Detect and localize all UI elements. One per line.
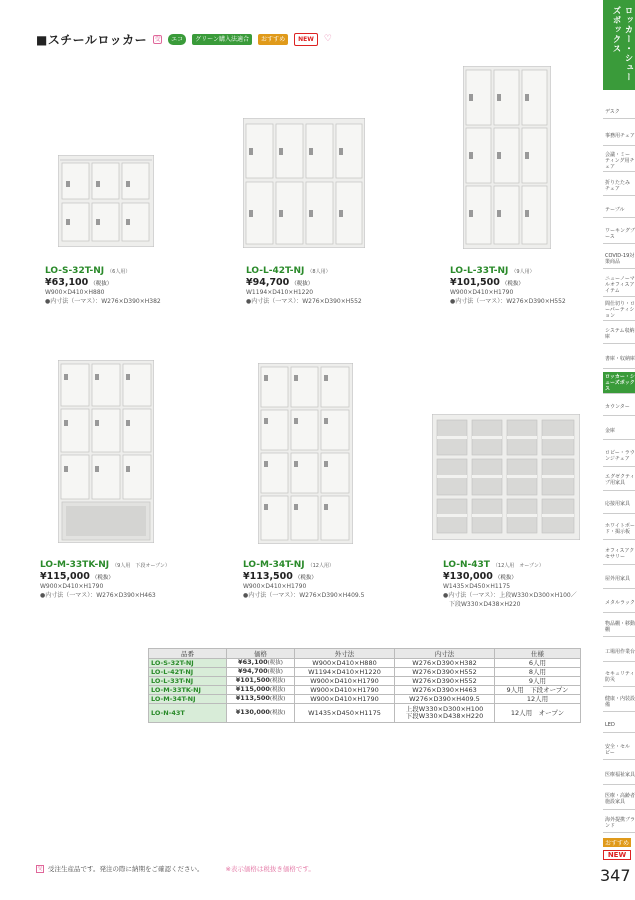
table-header: 仕様 bbox=[495, 649, 581, 659]
table-header: 価格 bbox=[227, 649, 295, 659]
product-price: ¥115,000 （税抜） bbox=[40, 571, 114, 582]
sidebar-item[interactable]: 工場用作業台 bbox=[603, 642, 635, 662]
cell-outer: W900×D410×H1790 bbox=[295, 677, 395, 686]
product-model: LO-M-33TK-NJ （9人用 下段オープン） bbox=[40, 560, 170, 570]
cell-model: LO-M-33TK-NJ bbox=[149, 686, 227, 695]
sidebar-item[interactable]: 医療・高齢者施設家具 bbox=[603, 788, 635, 810]
sidebar-item[interactable]: 事務用チェア bbox=[603, 126, 635, 146]
locker-image-lo-l-33t bbox=[463, 66, 551, 249]
new-badge: NEW bbox=[294, 33, 318, 46]
cell-inner-lower: 下段W330×D438×H220 bbox=[405, 712, 484, 720]
table-row bbox=[149, 704, 581, 723]
sidebar-item[interactable]: 会議・ミーティング用チェア bbox=[603, 150, 635, 172]
product-lo-m-34t bbox=[243, 560, 364, 599]
sidebar-item[interactable]: ホワイトボード・掲示板 bbox=[603, 518, 635, 540]
cell-inner: W276×D390×H382 bbox=[395, 659, 495, 668]
green-purchase-badge: グリーン購入法適合 bbox=[192, 34, 252, 45]
product-model: LO-S-32T-NJ （6人用） bbox=[45, 266, 131, 276]
sidebar-item[interactable]: 健康・内装設備 bbox=[603, 692, 635, 712]
spec-table bbox=[148, 648, 581, 723]
table-header: 品番 bbox=[149, 649, 227, 659]
sidebar-item[interactable]: カウンター bbox=[603, 398, 635, 416]
cell-model: LO-M-34T-NJ bbox=[149, 695, 227, 704]
product-model: LO-L-33T-NJ （9人用） bbox=[450, 266, 535, 276]
cell-inner: W276×D390×H552 bbox=[395, 677, 495, 686]
sidebar-item[interactable]: システム収納庫 bbox=[603, 324, 635, 344]
sidebar-item[interactable]: 間仕切り・ローパーティション bbox=[603, 299, 635, 321]
product-inner-dims: ●内寸法（一マス）：W276×D390×H382 bbox=[45, 298, 161, 305]
product-inner-dims-2: 下段W330×D438×H220 bbox=[449, 601, 521, 608]
cell-inner-upper: 上段W330×D300×H100 bbox=[405, 705, 484, 713]
shoebox-image-lo-n-43t bbox=[432, 414, 580, 540]
table-row bbox=[149, 677, 581, 686]
product-inner-dims: ●内寸法（一マス）：W276×D390×H409.5 bbox=[243, 592, 365, 599]
table-row bbox=[149, 695, 581, 704]
page-header bbox=[36, 30, 332, 48]
eco-badge: エコ bbox=[168, 34, 186, 45]
sidebar-item[interactable]: 医療福祉家具 bbox=[603, 765, 635, 785]
product-model: LO-L-42T-NJ （8人用） bbox=[246, 266, 331, 276]
side-nav-current-section[interactable] bbox=[603, 0, 635, 90]
sidebar-item[interactable]: デスク bbox=[603, 105, 635, 119]
sidebar-item[interactable]: オフィスアクセサリー bbox=[603, 543, 635, 565]
product-price: ¥94,700 （税抜） bbox=[246, 277, 314, 288]
table-header: 外寸法 bbox=[295, 649, 395, 659]
cell-price: ¥113,500(税抜) bbox=[227, 695, 295, 704]
cell-model: LO-L-42T-NJ bbox=[149, 668, 227, 677]
cell-spec: 9人用 bbox=[495, 677, 581, 686]
sidebar-item[interactable]: 安全・セルビー bbox=[603, 740, 635, 760]
sidebar-item[interactable]: メタルラック bbox=[603, 593, 635, 613]
cell-outer: W1194×D410×H1220 bbox=[295, 668, 395, 677]
cell-inner bbox=[395, 704, 495, 723]
product-lo-n-43t bbox=[443, 560, 577, 608]
order-made-icon: 受 bbox=[37, 866, 43, 872]
sidebar-item[interactable]: エグゼクティブ用家具 bbox=[603, 469, 635, 491]
sidebar-item[interactable]: 書庫・収納庫 bbox=[603, 349, 635, 369]
order-made-icon: 受 bbox=[154, 35, 161, 43]
locker-image-lo-m-34t bbox=[258, 363, 353, 544]
sidebar-item[interactable]: 金庫 bbox=[603, 422, 635, 440]
heart-icon: ♡ bbox=[323, 34, 332, 44]
product-model: LO-M-34T-NJ （12人用） bbox=[243, 560, 334, 570]
cell-inner: W276×D390×H409.5 bbox=[395, 695, 495, 704]
locker-image-lo-l-42t bbox=[243, 118, 365, 248]
sidebar-item[interactable]: 折りたたみチェア bbox=[603, 176, 635, 196]
cell-model: LO-N-43T bbox=[149, 704, 227, 723]
table-header-row bbox=[149, 649, 581, 659]
cell-price: ¥130,000(税抜) bbox=[227, 704, 295, 723]
sidebar-item[interactable]: ロビー・ラウンジチェア bbox=[603, 445, 635, 467]
cell-outer: W900×D410×H1790 bbox=[295, 686, 395, 695]
sidebar-item[interactable]: セキュリティ防災 bbox=[603, 667, 635, 687]
locker-image-lo-m-33tk bbox=[58, 360, 154, 543]
product-dims: W1435×D450×H1175 bbox=[443, 583, 511, 590]
cell-outer: W900×D410×H880 bbox=[295, 659, 395, 668]
sidebar-item[interactable]: 屋外用家具 bbox=[603, 569, 635, 589]
cell-price: ¥63,100(税抜) bbox=[227, 659, 295, 668]
sidebar-item[interactable]: 応接用家具 bbox=[603, 494, 635, 514]
sidebar-item[interactable]: ワーキングブース bbox=[603, 224, 635, 244]
product-model: LO-N-43T （12人用 オープン） bbox=[443, 560, 544, 570]
product-lo-s-32t bbox=[45, 266, 161, 305]
cell-price: ¥115,000(税抜) bbox=[227, 686, 295, 695]
product-inner-dims: ●内寸法（一マス）：上段W330×D300×H100／ bbox=[443, 592, 577, 599]
cell-outer: W1435×D450×H1175 bbox=[295, 704, 395, 723]
sidebar-item[interactable]: 物品棚・移動棚 bbox=[603, 617, 635, 637]
product-dims: W900×D410×H1790 bbox=[243, 583, 307, 590]
cell-outer: W900×D410×H1790 bbox=[295, 695, 395, 704]
product-inner-dims: ●内寸法（一マス）：W276×D390×H552 bbox=[246, 298, 362, 305]
cell-inner: W276×D390×H463 bbox=[395, 686, 495, 695]
table-header: 内寸法 bbox=[395, 649, 495, 659]
product-price: ¥63,100 （税抜） bbox=[45, 277, 113, 288]
product-inner-dims: ●内寸法（一マス）：W276×D390×H463 bbox=[40, 592, 156, 599]
sidebar-item-active[interactable]: ロッカー・シューズボックス bbox=[603, 372, 635, 394]
page-number: 347 bbox=[600, 866, 631, 885]
cell-spec: 6人用 bbox=[495, 659, 581, 668]
cell-spec: 12人用 オープン bbox=[495, 704, 581, 723]
product-lo-m-33tk bbox=[40, 560, 170, 599]
page-footer bbox=[36, 864, 315, 873]
product-price: ¥113,500 （税抜） bbox=[243, 571, 317, 582]
table-row bbox=[149, 686, 581, 695]
product-lo-l-42t bbox=[246, 266, 362, 305]
cell-spec: 9人用 下段オープン bbox=[495, 686, 581, 695]
side-nav bbox=[603, 0, 635, 900]
cell-model: LO-S-32T-NJ bbox=[149, 659, 227, 668]
table-row bbox=[149, 668, 581, 677]
cell-spec: 12人用 bbox=[495, 695, 581, 704]
cell-spec: 8人用 bbox=[495, 668, 581, 677]
product-inner-dims: ●内寸法（一マス）：W276×D390×H552 bbox=[450, 298, 566, 305]
locker-image-lo-s-32t bbox=[58, 155, 154, 247]
cell-inner: W276×D390×H552 bbox=[395, 668, 495, 677]
product-price: ¥101,500 （税抜） bbox=[450, 277, 524, 288]
cell-price: ¥101,500(税抜) bbox=[227, 677, 295, 686]
footer-tax-note: ※表示価格は税抜き価格です。 bbox=[225, 865, 315, 873]
product-lo-l-33t bbox=[450, 266, 566, 305]
sidebar-item[interactable]: COVID-19対策商品 bbox=[603, 249, 635, 269]
product-dims: W900×D410×H880 bbox=[45, 289, 105, 296]
sidebar-item[interactable]: ニューノーマルオフィスアイテム bbox=[603, 273, 635, 297]
sidebar-recommend-badge[interactable]: おすすめ bbox=[604, 840, 630, 847]
product-dims: W900×D410×H1790 bbox=[40, 583, 104, 590]
product-dims: W1194×D410×H1220 bbox=[246, 289, 314, 296]
side-nav-current-label: ロッカー・シューズボックス bbox=[611, 6, 633, 82]
recommend-badge: おすすめ bbox=[258, 34, 288, 45]
cell-model: LO-L-33T-NJ bbox=[149, 677, 227, 686]
sidebar-new-badge[interactable]: NEW bbox=[603, 850, 631, 860]
sidebar-item[interactable]: テーブル bbox=[603, 202, 635, 218]
footer-text: 受注生産品です。発注の際に納期をご確認ください。 bbox=[48, 865, 204, 873]
product-price: ¥130,000 （税抜） bbox=[443, 571, 517, 582]
product-dims: W900×D410×H1790 bbox=[450, 289, 514, 296]
sidebar-item[interactable]: LED bbox=[603, 717, 635, 733]
table-row bbox=[149, 659, 581, 668]
page-title: ■スチールロッカー bbox=[36, 32, 148, 47]
sidebar-item[interactable]: 海外提携ブランド bbox=[603, 813, 635, 833]
cell-price: ¥94,700(税抜) bbox=[227, 668, 295, 677]
